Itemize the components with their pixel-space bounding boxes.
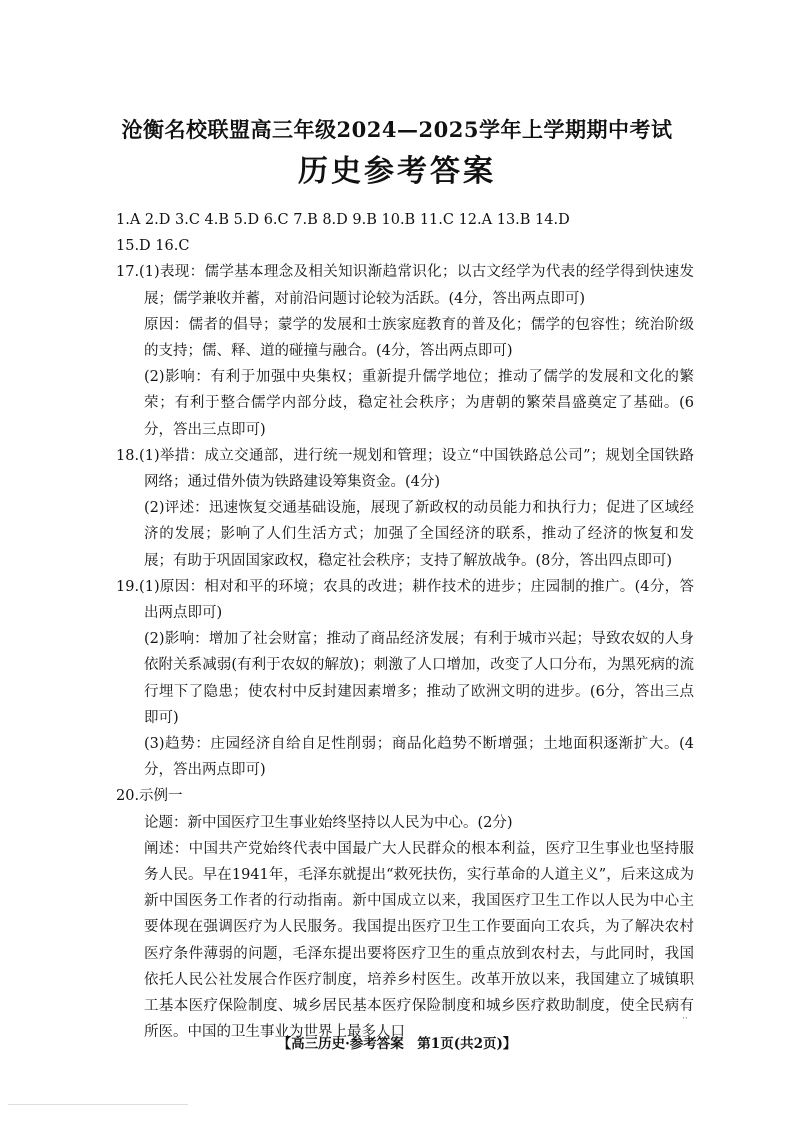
q20-elaboration: 阐述：中国共产党始终代表中国最广大人民群众的根本利益，医疗卫生事业也坚持服务人民。早在1941年，毛泽东就提出“救死扶伤，实行革命的人道主义”，后来这成为新中国医务工作者的行动指南。新中国成立以来，我国医疗卫生工作以人民为中心主要体现在强调医疗为人民服务。我国提出医疗卫生工作要面向工农兵，为了解决农村医疗条件薄弱的问题，毛泽东提出要将医疗卫生的重点放到农村去，与此同时，我国依托人民公社发展合作医疗制度，培养乡村医生。改革开放以来，我国建立了城镇职工基本医疗保险制度、城乡居民基本医疗保险制度和城乡医疗救助制度，使全民病有所医。中国的卫生事业为世界上最多人口 [144,840,694,1041]
exam-title: 沧衡名校联盟高三年级2024—2025学年上学期期中考试 [121,117,673,142]
page-title: 历史参考答案 [298,154,496,189]
choice-answers-line-1: 1.A 2.D 3.C 4.B 5.D 6.C 7.B 8.D 9.B 10.B 11.C 12.A 13.B 14.D [116,212,570,228]
q17-reasons: 原因：儒者的倡导；蒙学的发展和士族家庭教育的普及化；儒学的包容性；统治阶级的支持；儒、释、道的碰撞与融合。(4分，答出两点即可) [144,316,694,360]
q19-part1: 19.(1)原因：相对和平的环境；农具的改进；耕作技术的进步；庄园制的推广。(4分，答出两点即可) [116,578,694,622]
q18-part1: 18.(1)举措：成立交通部，进行统一规划和管理；设立“中国铁路总公司”；规划全国铁路网络；通过借外债为铁路建设筹集资金。(4分) [116,447,694,491]
q19-part2: (2)影响：增加了社会财富；推动了商品经济发展；有利于城市兴起；导致农奴的人身依附关系减弱(有利于农奴的解放)；刺激了人口增加，改变了人口分布，为黑死病的流行埋下了隐患；使农村中反封建因素增多；推动了欧洲文明的进步。(6分，答出三点即可) [144,631,694,726]
scan-mark: ·· [682,1014,688,1024]
q17-part1: 17.(1)表现：儒学基本理念及相关知识渐趋常识化；以古文经学为代表的经学得到快速发展；儒学兼收并蓄，对前沿问题讨论较为活跃。(4分，答出两点即可) [116,264,694,307]
q20-heading: 20.示例一 [116,788,183,805]
q19-part3: (3)趋势：庄园经济自给自足性削弱；商品化趋势不断增强；土地面积逐渐扩大。(4分，答出两点即可) [144,736,694,779]
choice-answers-line-2: 15.D 16.C [116,238,190,255]
answer-content [116,207,694,1046]
q18-part2: (2)评述：迅速恢复交通基础设施，展现了新政权的动员能力和执行力；促进了区域经济的发展；影响了人们生活方式；加强了全国经济的联系，推动了经济的恢复和发展；有助于巩固国家政权，稳定社会秩序；支持了解放战争。(8分，答出四点即可) [144,500,694,569]
divider [8,1104,188,1105]
page-footer: 【高三历史·参考答案 第1页(共2页)】 [277,1036,517,1052]
q17-part2: (2)影响：有利于加强中央集权；重新提升儒学地位；推动了儒学的发展和文化的繁荣；有利于整合儒学内部分歧，稳定社会秩序；为唐朝的繁荣昌盛奠定了基础。(6分，答出三点即可) [144,369,694,438]
q20-thesis: 论题：新中国医疗卫生事业始终坚持以人民为中心。(2分) [144,814,513,831]
